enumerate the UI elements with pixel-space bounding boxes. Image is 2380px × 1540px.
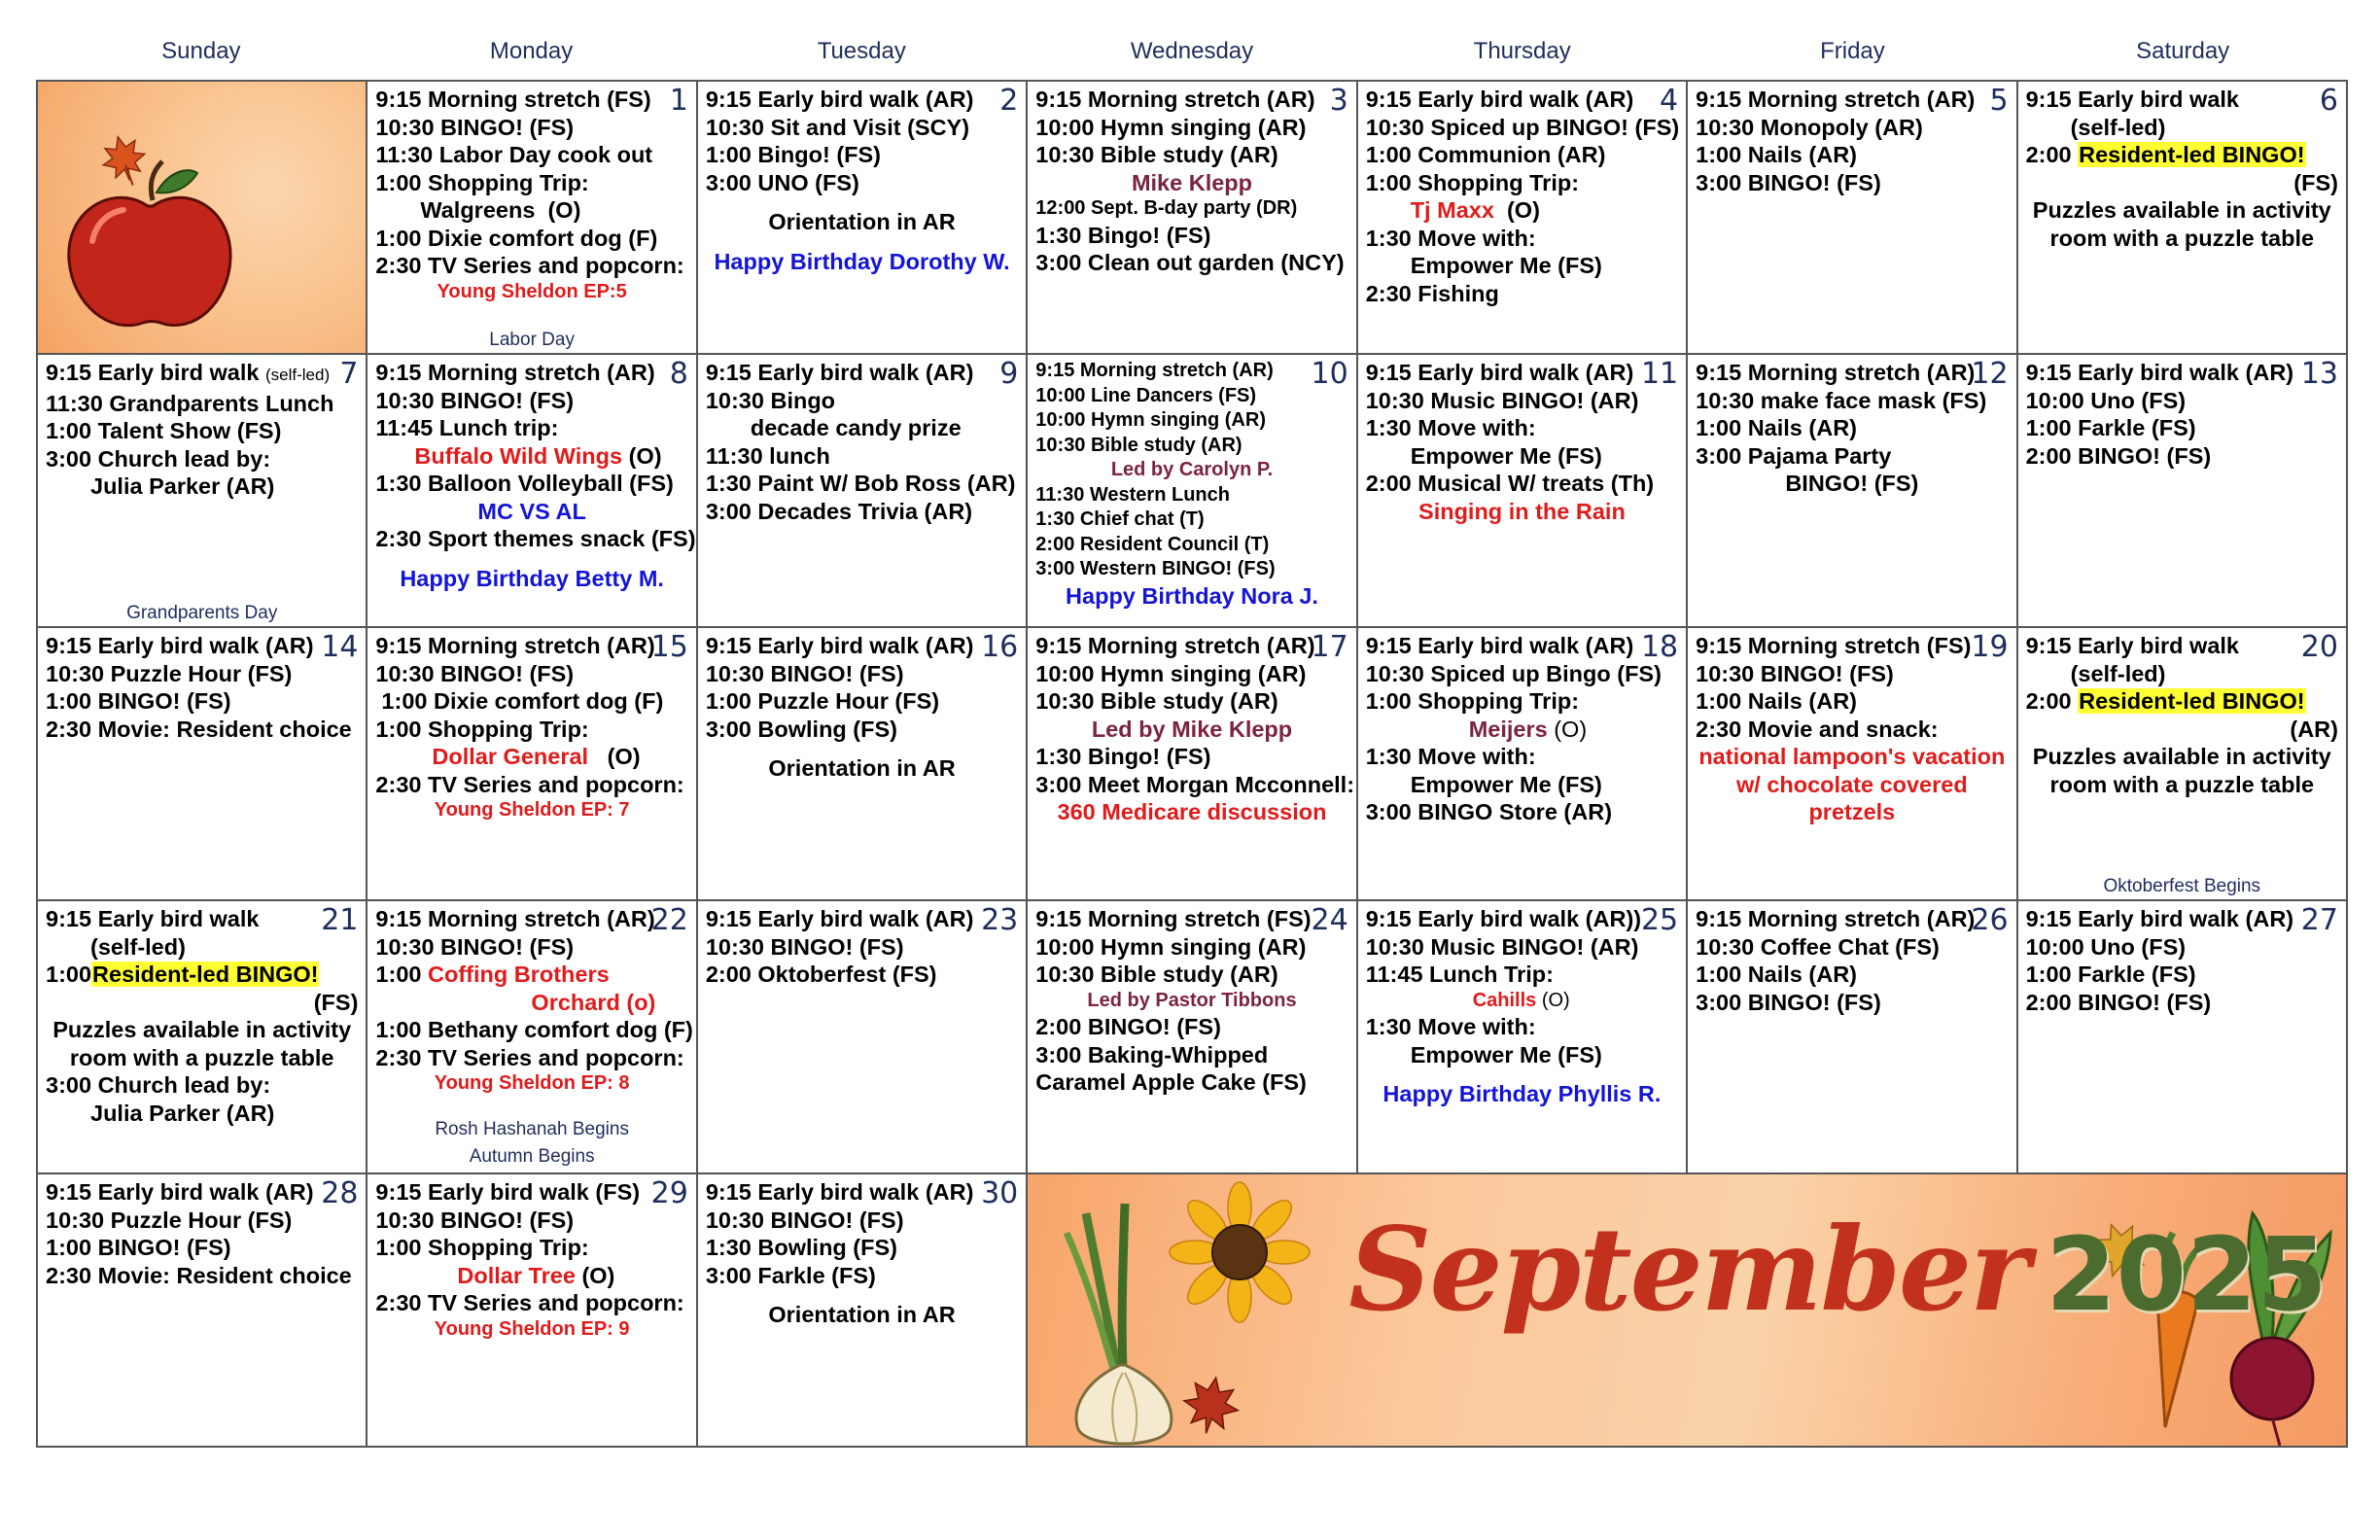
event: 11:30 Western Lunch: [1035, 483, 1230, 506]
observance: Labor Day: [489, 330, 575, 350]
event-detail: Julia Parker (AR): [90, 473, 275, 499]
event: 9:15 Early bird walk (FS): [375, 1179, 641, 1205]
event: 9:15 Morning stretch (FS): [1696, 633, 1972, 658]
event: 1:00 Nails (AR): [1696, 962, 1857, 987]
weekday-header: [36, 0, 2348, 80]
day-number: 20: [2300, 630, 2338, 664]
event: 3:00 Bowling (FS): [705, 716, 897, 742]
event-detail: Young Sheldon EP: 7: [434, 799, 630, 821]
day-name-monday: Monday: [489, 38, 574, 64]
event: 9:15 Morning stretch (AR): [375, 633, 655, 658]
event-detail: (self-led): [2070, 660, 2166, 686]
event: 9:15 Early bird walk (AR): [46, 1179, 314, 1205]
event-note: Puzzles available in activity: [52, 1017, 352, 1042]
event: 10:30 BINGO! (FS): [705, 933, 904, 960]
event: 1:00 Communion (AR): [1365, 142, 1606, 167]
event-detail: 360 Medicare discussion: [1057, 799, 1327, 824]
event: 9:15 Early bird walk (AR): [705, 906, 974, 931]
day-cell-10: [1028, 355, 1357, 628]
banner-month: September: [1348, 1202, 2029, 1337]
event-time: 1:00: [46, 962, 92, 987]
event: 1:00 Nails (AR): [1696, 415, 1857, 440]
event-detail: Young Sheldon EP: 9: [434, 1317, 630, 1340]
event-detail: Coffing Brothers: [428, 962, 610, 987]
event: 12:00 Sept. B-day party (DR): [1035, 197, 1298, 219]
day-cell-8: [368, 355, 697, 628]
event: 10:30 Puzzle Hour (FS): [46, 1207, 293, 1233]
event-location: (AR): [2290, 716, 2338, 742]
birthday: Happy Birthday Dorothy W.: [714, 248, 1010, 274]
day-cell-13: [2018, 355, 2348, 628]
event: 9:15 Early bird walk (AR): [705, 360, 974, 385]
event: Caramel Apple Cake (FS): [1035, 1069, 1307, 1095]
event: 9:15 Early bird walk (AR): [2025, 906, 2294, 931]
event-detail: Mike Klepp: [1131, 169, 1253, 195]
event: 1:00 Bethany comfort dog (F): [375, 1017, 693, 1042]
event: 1:00 Shopping Trip:: [1365, 688, 1580, 714]
day-cell-17: [1028, 628, 1357, 901]
event: 11:45 Lunch trip:: [375, 415, 559, 440]
event: 3:00 Meet Morgan Mcconnell:: [1035, 771, 1355, 797]
day-number: 26: [1971, 903, 2009, 937]
event: 9:15 Early bird walk (AR): [705, 1179, 974, 1205]
highlighted-event: Resident-led BINGO!: [92, 962, 319, 987]
day-number: 30: [981, 1176, 1019, 1210]
event: 9:15 Early bird walk (AR): [1365, 360, 1634, 385]
event-detail: Orchard (o): [531, 989, 656, 1015]
event: 10:30 BINGO! (FS): [375, 660, 575, 686]
event: 10:30 Spiced up BINGO! (FS): [1365, 114, 1680, 140]
event-note: Puzzles available in activity: [2032, 197, 2331, 223]
event: 9:15 Early bird walk: [2025, 87, 2240, 112]
event: 1:30 Chief chat (T): [1035, 508, 1205, 530]
event-detail: decade candy prize: [750, 415, 962, 440]
event-location: (FS): [2293, 169, 2338, 195]
sunflower-icon: [1170, 1182, 1310, 1322]
event: 2:30 Fishing: [1365, 280, 1499, 306]
event: 3:00 Church lead by:: [46, 1072, 271, 1098]
day-number: 17: [1311, 630, 1348, 664]
event: 10:30 Bible study (AR): [1035, 962, 1278, 987]
day-cell-12: [1688, 355, 2017, 628]
event: 9:15 Early bird walk: [2025, 633, 2240, 658]
day-number: 13: [2300, 357, 2338, 391]
event: 11:30 Grandparents Lunch: [46, 390, 334, 416]
day-cell-21: [38, 901, 368, 1174]
day-name-sunday: Sunday: [161, 38, 241, 64]
day-number: 8: [669, 357, 688, 391]
event: 2:00 Musical W/ treats (Th): [1365, 471, 1655, 496]
event: 2:00 BINGO! (FS): [2025, 989, 2212, 1015]
event: 1:00 Bingo! (FS): [705, 142, 882, 167]
day-number: 6: [2319, 84, 2338, 118]
event: 10:30 Bingo: [705, 387, 836, 413]
event: 2:30 TV Series and popcorn:: [375, 253, 684, 278]
event: 2:00 Oktoberfest (FS): [705, 962, 937, 987]
event-detail: (O): [628, 442, 662, 469]
event: 3:00 BINGO! (FS): [1696, 989, 1881, 1015]
event: 10:30 BINGO! (FS): [375, 387, 575, 413]
day-number: 25: [1640, 903, 1679, 937]
event-detail: MC VS AL: [477, 498, 586, 524]
event: 3:00 Pajama Party: [1696, 442, 1892, 469]
day-cell-24: [1028, 901, 1357, 1174]
event-detail: Buffalo Wild Wings: [414, 442, 623, 469]
onion-icon: [1067, 1204, 1172, 1444]
day-cell-27: [2018, 901, 2348, 1174]
event: 10:30 make face mask (FS): [1696, 387, 1987, 413]
event: 2:30 TV Series and popcorn:: [375, 1044, 684, 1070]
event: 1:00 Dixie comfort dog (F): [375, 225, 658, 251]
event: 1:30 Move with:: [1365, 1014, 1536, 1039]
event: 11:30 lunch: [705, 442, 830, 469]
event-detail: Meijers: [1468, 716, 1548, 742]
day-number: 12: [1971, 357, 2009, 391]
event-detail: Singing in the Rain: [1418, 498, 1626, 524]
event: 9:15 Morning stretch (FS): [375, 87, 651, 112]
event: 3:00 Baking-Whipped: [1035, 1041, 1269, 1068]
event: 3:00 UNO (FS): [705, 169, 859, 195]
month-grid: [36, 80, 2348, 1448]
event: 9:15 Early bird walk (AR): [705, 87, 974, 112]
event-detail: Young Sheldon EP:5: [437, 280, 627, 302]
event-time: 2:00: [2025, 688, 2072, 714]
event: 1:00 Talent Show (FS): [46, 418, 282, 443]
event: 1:30 Paint W/ Bob Ross (AR): [705, 471, 1016, 496]
day-number: 9: [999, 357, 1019, 391]
event-detail: (O): [1541, 989, 1570, 1011]
event-detail: Empower Me (FS): [1410, 771, 1602, 797]
day-number: 28: [321, 1176, 359, 1210]
event: 2:30 TV Series and popcorn:: [375, 1290, 684, 1315]
day-number: 19: [1971, 630, 2009, 664]
event: 9:15 Morning stretch (AR): [1696, 360, 1976, 385]
event: 9:15 Early bird walk (AR): [1365, 87, 1634, 112]
event: 9:15 Morning stretch (FS): [1035, 906, 1312, 931]
event-detail: Dollar Tree: [457, 1262, 576, 1288]
event: 1:00 Nails (AR): [1696, 688, 1857, 714]
month-banner: [1028, 1174, 2348, 1448]
event: 1:00 Shopping Trip:: [375, 1235, 589, 1260]
day-cell-3: [1028, 82, 1357, 355]
event: 1:30 Bingo! (FS): [1035, 744, 1211, 769]
event: 1:30 Move with:: [1365, 415, 1536, 440]
event-detail: Tj Maxx: [1410, 197, 1494, 223]
day-number: 3: [1329, 84, 1348, 118]
event: 10:30 BINGO! (FS): [1696, 660, 1894, 686]
event: 10:30 Sit and Visit (SCY): [705, 114, 970, 140]
event-note: Puzzles available in activity: [2032, 744, 2331, 769]
day-number: 5: [1989, 84, 2009, 118]
day-cell-19: [1688, 628, 2017, 901]
day-cell-1: [368, 82, 697, 355]
birthday: Happy Birthday Betty M.: [400, 565, 664, 591]
event: 2:00 Resident Council (T): [1035, 533, 1270, 555]
day-cell-29: [368, 1174, 697, 1448]
event-note: Orientation in AR: [768, 209, 956, 234]
event: 2:00 BINGO! (FS): [1035, 1014, 1221, 1039]
event: 2:30 TV Series and popcorn:: [375, 771, 684, 797]
event: 9:15 Morning stretch (AR): [1696, 906, 1976, 931]
event: 9:15 Early bird walk: [46, 360, 260, 385]
event-detail: Led by Mike Klepp: [1091, 716, 1293, 742]
event: 3:00 Decades Trivia (AR): [705, 498, 973, 524]
event: 1:00 Nails (AR): [1696, 142, 1857, 167]
day-cell-26: [1688, 901, 2017, 1174]
observances: [368, 1116, 695, 1171]
event: 3:00 BINGO Store (AR): [1365, 799, 1613, 824]
day-cell-4: [1358, 82, 1688, 355]
event: 10:30 Music BINGO! (AR): [1365, 933, 1639, 960]
event: 3:00 Church lead by:: [46, 445, 271, 472]
event: 10:30 Bible study (AR): [1035, 434, 1242, 456]
event-detail: (O): [607, 744, 641, 769]
event: 10:30 Spiced up Bingo (FS): [1365, 660, 1662, 686]
event: 1:00 Puzzle Hour (FS): [705, 688, 940, 714]
event-location: (FS): [313, 989, 359, 1015]
event-note: Orientation in AR: [768, 1302, 956, 1327]
event: 1:30 Bingo! (FS): [1035, 222, 1211, 248]
event: 10:30 Music BINGO! (AR): [1365, 387, 1639, 413]
event: 1:00 BINGO! (FS): [46, 688, 231, 714]
observance: Oktoberfest Begins: [2103, 876, 2261, 896]
event-note: room with a puzzle table: [2049, 771, 2315, 797]
event: 2:30 Movie and snack:: [1696, 716, 1939, 742]
event: 9:15 Early bird walk: [46, 906, 260, 931]
event-detail: Empower Me (FS): [1410, 442, 1602, 469]
day-cell-5: [1688, 82, 2017, 355]
event-detail: Led by Pastor Tibbons: [1087, 989, 1297, 1011]
day-number: 18: [1640, 630, 1679, 664]
day-name-thursday: Thursday: [1473, 38, 1571, 64]
event-detail: (self-led): [90, 933, 186, 960]
day-name-tuesday: Tuesday: [817, 38, 906, 64]
event: 9:15 Morning stretch (AR): [1035, 360, 1274, 381]
day-cell-18: [1358, 628, 1688, 901]
event: 10:00 Uno (FS): [2025, 387, 2187, 413]
day-cell-2: [698, 82, 1028, 355]
day-number: 29: [650, 1176, 688, 1210]
day-cell-7: [38, 355, 368, 628]
event: 1:00 Dixie comfort dog (F): [381, 688, 664, 714]
event: 10:30 Monopoly (AR): [1696, 114, 1923, 140]
event: 1:30 Move with:: [1365, 744, 1536, 769]
event: 3:00 Clean out garden (NCY): [1035, 250, 1345, 275]
day-cell-25: [1358, 901, 1688, 1174]
day-cell-30: [698, 1174, 1028, 1448]
event: 10:30 BINGO! (FS): [375, 114, 575, 140]
day-number: 7: [339, 357, 359, 391]
apple-icon: [46, 86, 368, 354]
event-detail: Cahills: [1472, 989, 1537, 1011]
calendar: [36, 0, 2348, 1448]
event: 10:30 BINGO! (FS): [375, 1207, 575, 1233]
day-number: 24: [1311, 903, 1348, 937]
event: 9:15 Early bird walk (AR): [705, 633, 974, 658]
event: 10:00 Line Dancers (FS): [1035, 384, 1257, 406]
day-cell-6: [2018, 82, 2348, 355]
event-detail: (O): [1554, 716, 1588, 742]
day-number: 10: [1311, 357, 1348, 391]
event: 10:30 Bible study (AR): [1035, 142, 1278, 167]
event: 10:30 Bible study (AR): [1035, 688, 1278, 714]
event: 3:00 Western BINGO! (FS): [1035, 558, 1276, 579]
day-cell-23: [698, 901, 1028, 1174]
event: 2:30 Movie: Resident choice: [46, 716, 352, 742]
day-number: 15: [650, 630, 688, 664]
event: 10:30 BINGO! (FS): [705, 1207, 904, 1233]
day-number: 23: [981, 903, 1019, 937]
event: 1:00 Shopping Trip:: [375, 169, 589, 195]
event: 9:15 Early bird walk (AR)): [1365, 906, 1642, 931]
event: 10:30 BINGO! (FS): [705, 660, 904, 686]
birthday: Happy Birthday Phyllis R.: [1382, 1081, 1662, 1106]
event-detail: (self-led): [264, 366, 331, 384]
observance: Rosh Hashanah Begins: [435, 1119, 629, 1139]
event: 9:15 Early bird walk (AR): [46, 633, 314, 658]
maple-leaf-icon: [1179, 1373, 1242, 1438]
event-detail: Empower Me (FS): [1410, 1041, 1602, 1068]
event-detail: national lampoon's vacation: [1698, 744, 2006, 769]
day-cell-28: [38, 1174, 368, 1448]
event-time: 1:00: [375, 962, 422, 987]
event: 1:00 Shopping Trip:: [375, 716, 589, 742]
event-detail: pretzels: [1808, 799, 1896, 824]
day-number: 27: [2300, 903, 2338, 937]
observance: Autumn Begins: [469, 1146, 595, 1167]
event: 10:00 Hymn singing (AR): [1035, 409, 1266, 431]
event: 10:00 Hymn singing (AR): [1035, 660, 1307, 686]
day-name-wednesday: Wednesday: [1130, 38, 1254, 64]
day-name-saturday: Saturday: [2136, 38, 2230, 64]
event-detail: BINGO! (FS): [1785, 471, 1919, 496]
event-note: room with a puzzle table: [2049, 225, 2315, 251]
event-note: Orientation in AR: [768, 755, 956, 781]
event: 3:00 BINGO! (FS): [1696, 169, 1881, 195]
event: 11:30 Labor Day cook out: [375, 142, 653, 167]
event: 1:00 Shopping Trip:: [1365, 169, 1580, 195]
event-detail: (O): [581, 1262, 615, 1288]
day-number: 11: [1640, 357, 1679, 391]
banner-title: [1348, 1202, 2327, 1337]
day-number: 1: [669, 84, 688, 118]
highlighted-event: Resident-led BINGO!: [2079, 142, 2305, 167]
event-detail: (O): [547, 197, 581, 223]
event: 2:30 Movie: Resident choice: [46, 1262, 352, 1288]
day-number: 21: [321, 903, 359, 937]
event: 1:30 Balloon Volleyball (FS): [375, 471, 674, 496]
day-cell-9: [698, 355, 1028, 628]
event-detail: (O): [1506, 197, 1540, 223]
event-detail: Empower Me (FS): [1410, 253, 1602, 278]
decorative-cell: [38, 82, 368, 355]
event-detail: (self-led): [2070, 114, 2166, 140]
event-detail: Walgreens: [420, 197, 536, 223]
event: 10:30 Coffee Chat (FS): [1696, 933, 1940, 960]
birthday: Happy Birthday Nora J.: [1066, 582, 1318, 609]
day-name-friday: Friday: [1820, 38, 1885, 64]
day-cell-14: [38, 628, 368, 901]
day-number: 16: [981, 630, 1019, 664]
event: 10:30 BINGO! (FS): [375, 933, 575, 960]
day-cell-11: [1358, 355, 1688, 628]
event: 9:15 Early bird walk (AR): [1365, 633, 1634, 658]
event: 10:00 Uno (FS): [2025, 933, 2187, 960]
event: 1:00 BINGO! (FS): [46, 1235, 231, 1260]
event: 9:15 Morning stretch (AR): [1035, 633, 1315, 658]
event: 9:15 Morning stretch (AR): [1696, 87, 1976, 112]
event: 1:00 Farkle (FS): [2025, 962, 2196, 987]
event: 2:00 BINGO! (FS): [2025, 442, 2212, 469]
event-detail: Led by Carolyn P.: [1110, 459, 1274, 480]
day-cell-22: [368, 901, 697, 1174]
day-cell-15: [368, 628, 697, 901]
event: 10:00 Hymn singing (AR): [1035, 933, 1307, 960]
event-detail: Dollar General: [432, 744, 589, 769]
event-detail: w/ chocolate covered: [1736, 771, 1968, 797]
day-cell-16: [698, 628, 1028, 901]
banner-year: 2025: [2046, 1215, 2328, 1334]
event-detail: Young Sheldon EP: 8: [434, 1072, 630, 1094]
event: 9:15 Early bird walk (AR): [2025, 360, 2294, 385]
event: 1:30 Move with:: [1365, 225, 1536, 251]
day-number: 2: [999, 84, 1019, 118]
event-note: room with a puzzle table: [69, 1044, 334, 1070]
event: 3:00 Farkle (FS): [705, 1262, 876, 1288]
event: 1:00 Farkle (FS): [2025, 415, 2196, 440]
maple-leaf-icon: [97, 131, 152, 192]
event: 10:00 Hymn singing (AR): [1035, 114, 1307, 140]
event-time: 2:00: [2025, 142, 2072, 167]
event: 9:15 Morning stretch (AR): [1035, 87, 1315, 112]
event: 10:30 Puzzle Hour (FS): [46, 660, 293, 686]
observance: Grandparents Day: [126, 603, 278, 623]
event: 1:30 Bowling (FS): [705, 1235, 897, 1260]
day-number: 14: [321, 630, 359, 664]
event: 9:15 Morning stretch (AR): [375, 360, 655, 385]
day-cell-20: [2018, 628, 2348, 901]
event: 11:45 Lunch Trip:: [1365, 962, 1554, 987]
event-detail: Julia Parker (AR): [90, 1100, 275, 1126]
day-number: 22: [650, 903, 688, 937]
highlighted-event: Resident-led BINGO!: [2079, 688, 2305, 714]
day-number: 4: [1660, 84, 1679, 118]
event: 9:15 Morning stretch (AR): [375, 906, 655, 931]
event: 2:30 Sport themes snack (FS): [375, 526, 696, 551]
